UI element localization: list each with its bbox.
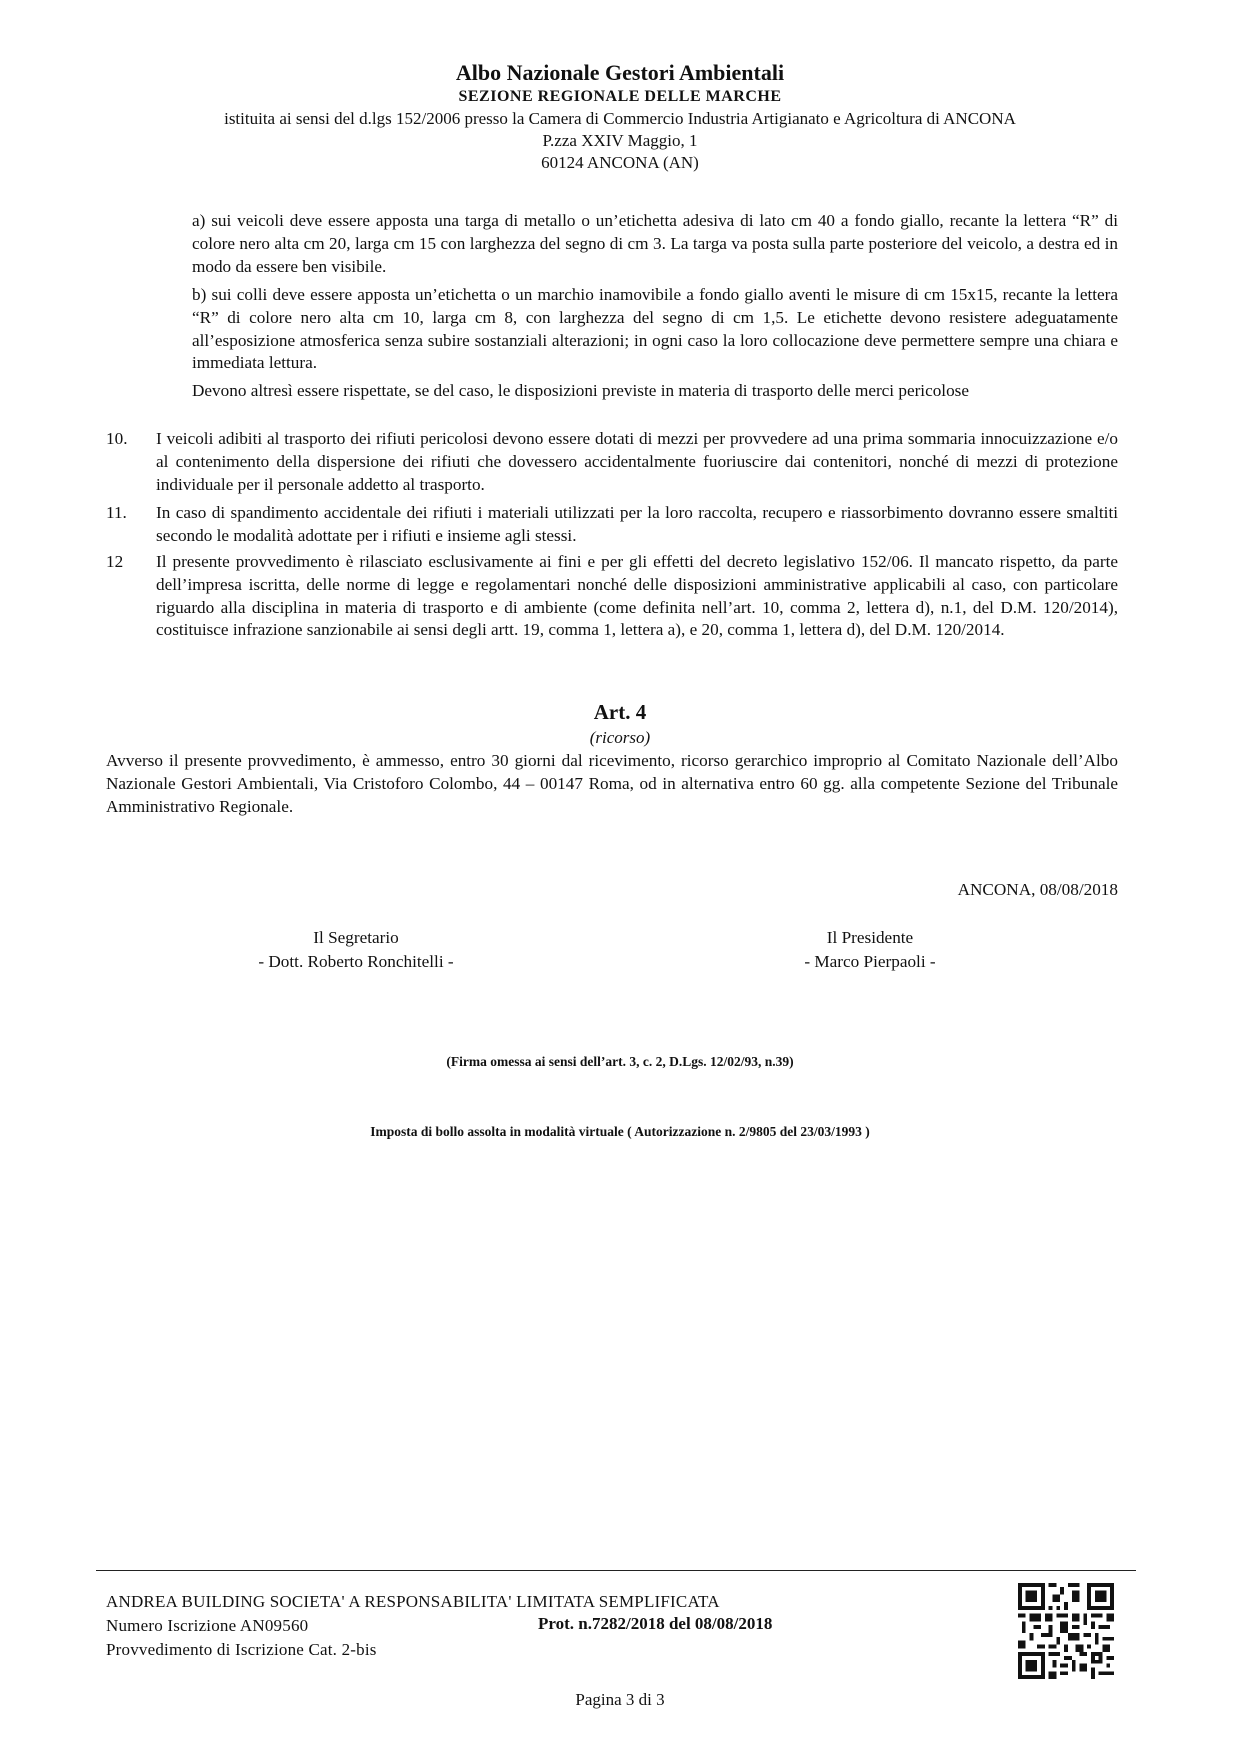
secretary-role: Il Segretario (313, 928, 399, 947)
letterhead (0, 60, 1240, 174)
item-number: 12 (106, 552, 124, 571)
company-name: ANDREA BUILDING SOCIETA' A RESPONSABILITA' LIMITATA SEMPLIFICATA (106, 1592, 720, 1611)
article-text: Avverso il presente provvedimento, è ammesso, entro 30 giorni dal ricevimento, ricorso gerarchico improprio al Comitato Nazionale dell’Albo Nazionale Gestori Ambientali, Via Cristoforo Colombo, 44 – 00147 Roma, od in alternativa entro 60 gg. alla competente Sezione del Tribunale Amministrativo Regionale. (106, 751, 1118, 816)
place-date: ANCONA, 08/08/2018 (957, 880, 1118, 899)
item-number: 10. (106, 429, 128, 448)
point-a-paragraph: a) sui veicoli deve essere apposta una targa di metallo o un’etichetta adesiva di lato cm 40 a fondo giallo, recante la lettera “R” di colore nero alta cm 20, larga cm 15 con larghezza del segno di cm 3. La targa va posta sulla parte posteriore del veicolo, a destra ed in modo da essere ben visibile. (192, 211, 1118, 276)
president-role: Il Presidente (826, 928, 914, 947)
signature-omitted-note: (Firma omessa ai sensi dell’art. 3, c. 2, D.Lgs. 12/02/93, n.39) (446, 1054, 794, 1069)
president-signature-block (710, 926, 1030, 974)
president-name: - Marco Pierpaoli - (804, 952, 936, 971)
organization-title: Albo Nazionale Gestori Ambientali (455, 60, 785, 85)
point-b-paragraph: b) sui colli deve essere apposta un’etichetta o un marchio inamovibile a fondo giallo aventi le misure di cm 15x15, recante la lettera “R” di colore nero alta cm 10, larga cm 8, con larghezza del segno di cm 1,5. Le etichette devono resistere adeguatamente all’esposizione atmosferica senza subire sostanziali alterazioni; in ogni caso la loro collocazione deve permettere sempre una chiara e immediata lettura. (192, 285, 1118, 373)
secretary-name: - Dott. Roberto Ronchitelli - (258, 952, 454, 971)
stamp-duty-note: Imposta di bollo assolta in modalità virtuale ( Autorizzazione n. 2/9805 del 23/03/1993 ) (370, 1124, 870, 1139)
dangerous-goods-paragraph: Devono altresì essere rispettate, se del caso, le disposizioni previste in materia di trasporto delle merci pericolose (192, 381, 969, 400)
list-item (106, 428, 1118, 496)
footer-divider (96, 1570, 1136, 1571)
address-line: P.zza XXIV Maggio, 1 (542, 131, 698, 150)
item-text: I veicoli adibiti al trasporto dei rifiuti pericolosi devono essere dotati di mezzi per provvedere ad una prima sommaria innocuizzazione e/o al contenimento della dispersione dei rifiuti che dovessero accidentalmente fuoriuscire dai contenitori, nonché di mezzi di protezione individuale per il personale addetto al trasporto. (156, 429, 1118, 494)
article-title: Art. 4 (593, 700, 647, 724)
secretary-signature-block (196, 926, 516, 974)
list-item (106, 551, 1118, 642)
registration-number: Numero Iscrizione AN09560 (106, 1616, 309, 1635)
item-text: In caso di spandimento accidentale dei rifiuti i materiali utilizzati per la loro raccolta, recupero e riassorbimento dovranno essere smaltiti secondo le modalità adottate per i rifiuti e insieme agli stessi. (156, 503, 1118, 545)
registration-category: Provvedimento di Iscrizione Cat. 2-bis (106, 1640, 377, 1659)
item-text: Il presente provvedimento è rilasciato esclusivamente ai fini e per gli effetti del decreto legislativo 152/06. Il mancato rispetto, da parte dell’impresa iscritta, delle norme di legge e regolamentari nonché delle disposizioni amministrative applicabili al caso, con particolare riguardo alla disciplina in materia di trasporto e di ambiente (come definita nell’art. 10, comma 2, lettera d), n.1, del D.M. 120/2014), costituisce infrazione sanzionabile ai sensi degli artt. 19, comma 1, lettera a), e 20, comma 1, lettera d), del D.M. 120/2014. (156, 552, 1118, 640)
regional-section: SEZIONE REGIONALE DELLE MARCHE (458, 88, 782, 105)
article-subtitle: (ricorso) (589, 728, 651, 747)
list-item (106, 502, 1118, 548)
qr-code-icon (1018, 1583, 1114, 1679)
city-line: 60124 ANCONA (AN) (541, 153, 699, 172)
item-number: 11. (106, 503, 127, 522)
page-number: Pagina 3 di 3 (575, 1690, 665, 1709)
protocol-number: Prot. n.7282/2018 del 08/08/2018 (538, 1614, 773, 1633)
institution-line: istituita ai sensi del d.lgs 152/2006 presso la Camera di Commercio Industria Artigianato e Agricoltura di ANCONA (224, 109, 1016, 128)
